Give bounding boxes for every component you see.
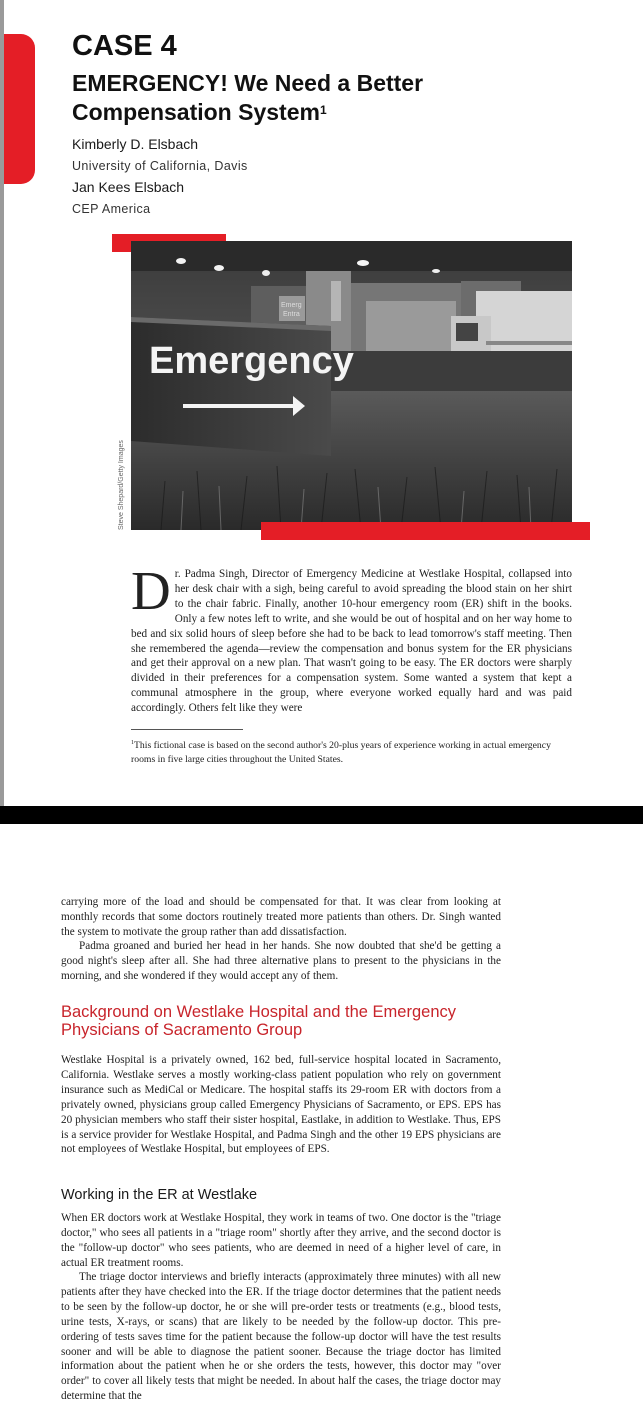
- emergency-sign-text: Emergency: [149, 340, 354, 382]
- author-1-affiliation: University of California, Davis: [72, 159, 248, 173]
- opening-paragraph: [131, 560, 572, 716]
- case-title: [72, 69, 552, 127]
- background-paragraph: Westlake Hospital is a privately owned, 162 bed, full-service hospital located in Sacramento, California. Westlake serves a mostly working-class patient population who rely on government insurance such as MediCal or Medicare. The hospital staffs its 29-room ER with doctors from a privately owned, physicians group called Emergency Physicians of Sacramento, or EPS. EPS has 20 physician members who staff their sister hospital, Eastlake, in addition to Westlake. Thus, EPS is a service provider for Westlake Hospital, and Padma Singh and the other 19 EPS physicians are not employees of Westlake Hospital, but employees of EPS.: [61, 1054, 501, 1156]
- photo-accent-bar-bottom: [261, 522, 590, 540]
- svg-text:Entra: Entra: [283, 311, 300, 318]
- footnote-mark: 1: [131, 740, 134, 746]
- page-divider: [0, 806, 643, 824]
- author-2-affiliation: CEP America: [72, 202, 151, 216]
- footnote-text: This fictional case is based on the second author's 20-plus years of experience working in actual emergency rooms in five large cities throughout the United States.: [131, 740, 551, 766]
- photo-illustration: [131, 241, 572, 530]
- footnote-rule: [131, 729, 243, 730]
- second-paragraph: Padma groaned and buried her head in her hands. She now doubted that she'd be getting a good night's sleep after all. She had three alternative plans to present to the physicians in the morning, and she wondered if they would accept any of them.: [61, 940, 501, 982]
- emergency-entrance-photo: [131, 241, 572, 530]
- chapter-tab: [4, 34, 35, 184]
- continuation-paragraph: carrying more of the load and should be compensated for that. It was clear from looking at monthly records that some doctors routinely treated more patients than others. Dr. Singh wanted the system to motivate the group rather than add dissatisfaction.: [61, 896, 501, 938]
- opening-text: r. Padma Singh, Director of Emergency Medicine at Westlake Hospital, collapsed into her desk chair with a sigh, being careful to avoid spreading the blood stain on her shirt to the chair fabric. Finally, another 10-hour emergency room (ER) shift in the books. Only a few notes left to write, and she would be out of hospital and on her way home to bed and six solid hours of sleep before she had to be back to lead tomorrow's staff meeting. Then she remembered the agenda—review the compensation and bonus system for the ER physicians and get their approval on a new plan. That wasn't going to be easy. The ER doctors were sharply divided in their preferences for a compensation system. Some wanted a system that kept a communal atmosphere in the group, where everyone worked equally hard and was paid accordingly. Others felt like they were: [131, 568, 572, 715]
- footnote: [131, 736, 572, 767]
- drop-cap: D: [131, 560, 171, 621]
- section-heading-working: Working in the ER at Westlake: [61, 1187, 258, 1203]
- photo-credit: Steve Shepard/Getty Images: [118, 440, 125, 530]
- author-2-name: Jan Kees Elsbach: [72, 179, 185, 195]
- author-1-name: Kimberly D. Elsbach: [72, 136, 199, 152]
- title-footnote-mark: 1: [319, 103, 327, 117]
- section-heading-background: Background on Westlake Hospital and the Emergency Physicians of Sacramento Group: [61, 1003, 457, 1039]
- working-paragraph-2: The triage doctor interviews and briefly interacts (approximately three minutes) with all new patients after they have checked into the ER. If the triage doctor determines that the patient needs to be seen by the follow-up doctor, he or she will pre-order tests or treatments (e.g., blood tests, urine tests, X-rays, or scans) that are likely to be needed by the follow-up doctor. This pre-ordering of tests saves time for the patient because the follow-up doctor will have the test results sooner and will be able to diagnose the patient sooner. Because the triage doctor has limited information about the patient when he or she orders the tests, however, this doctor may "over order" to cover all likely tests that might be needed. In about half the cases, the triage doctor may determine that the: [61, 1271, 501, 1403]
- case-label: CASE 4: [72, 30, 177, 62]
- case-title-text: EMERGENCY! We Need a Better Compensation System: [72, 70, 424, 125]
- entrance-sign-text: Emerg: [281, 302, 302, 309]
- working-paragraph-1: When ER doctors work at Westlake Hospital, they work in teams of two. One doctor is the "triage doctor," who sees all patients in a "triage room" shortly after they arrive, and the second doctor is the "follow-up doctor" who sees patients, who are deemed in need of a higher level of care, in actual ER treatment rooms.: [61, 1212, 501, 1269]
